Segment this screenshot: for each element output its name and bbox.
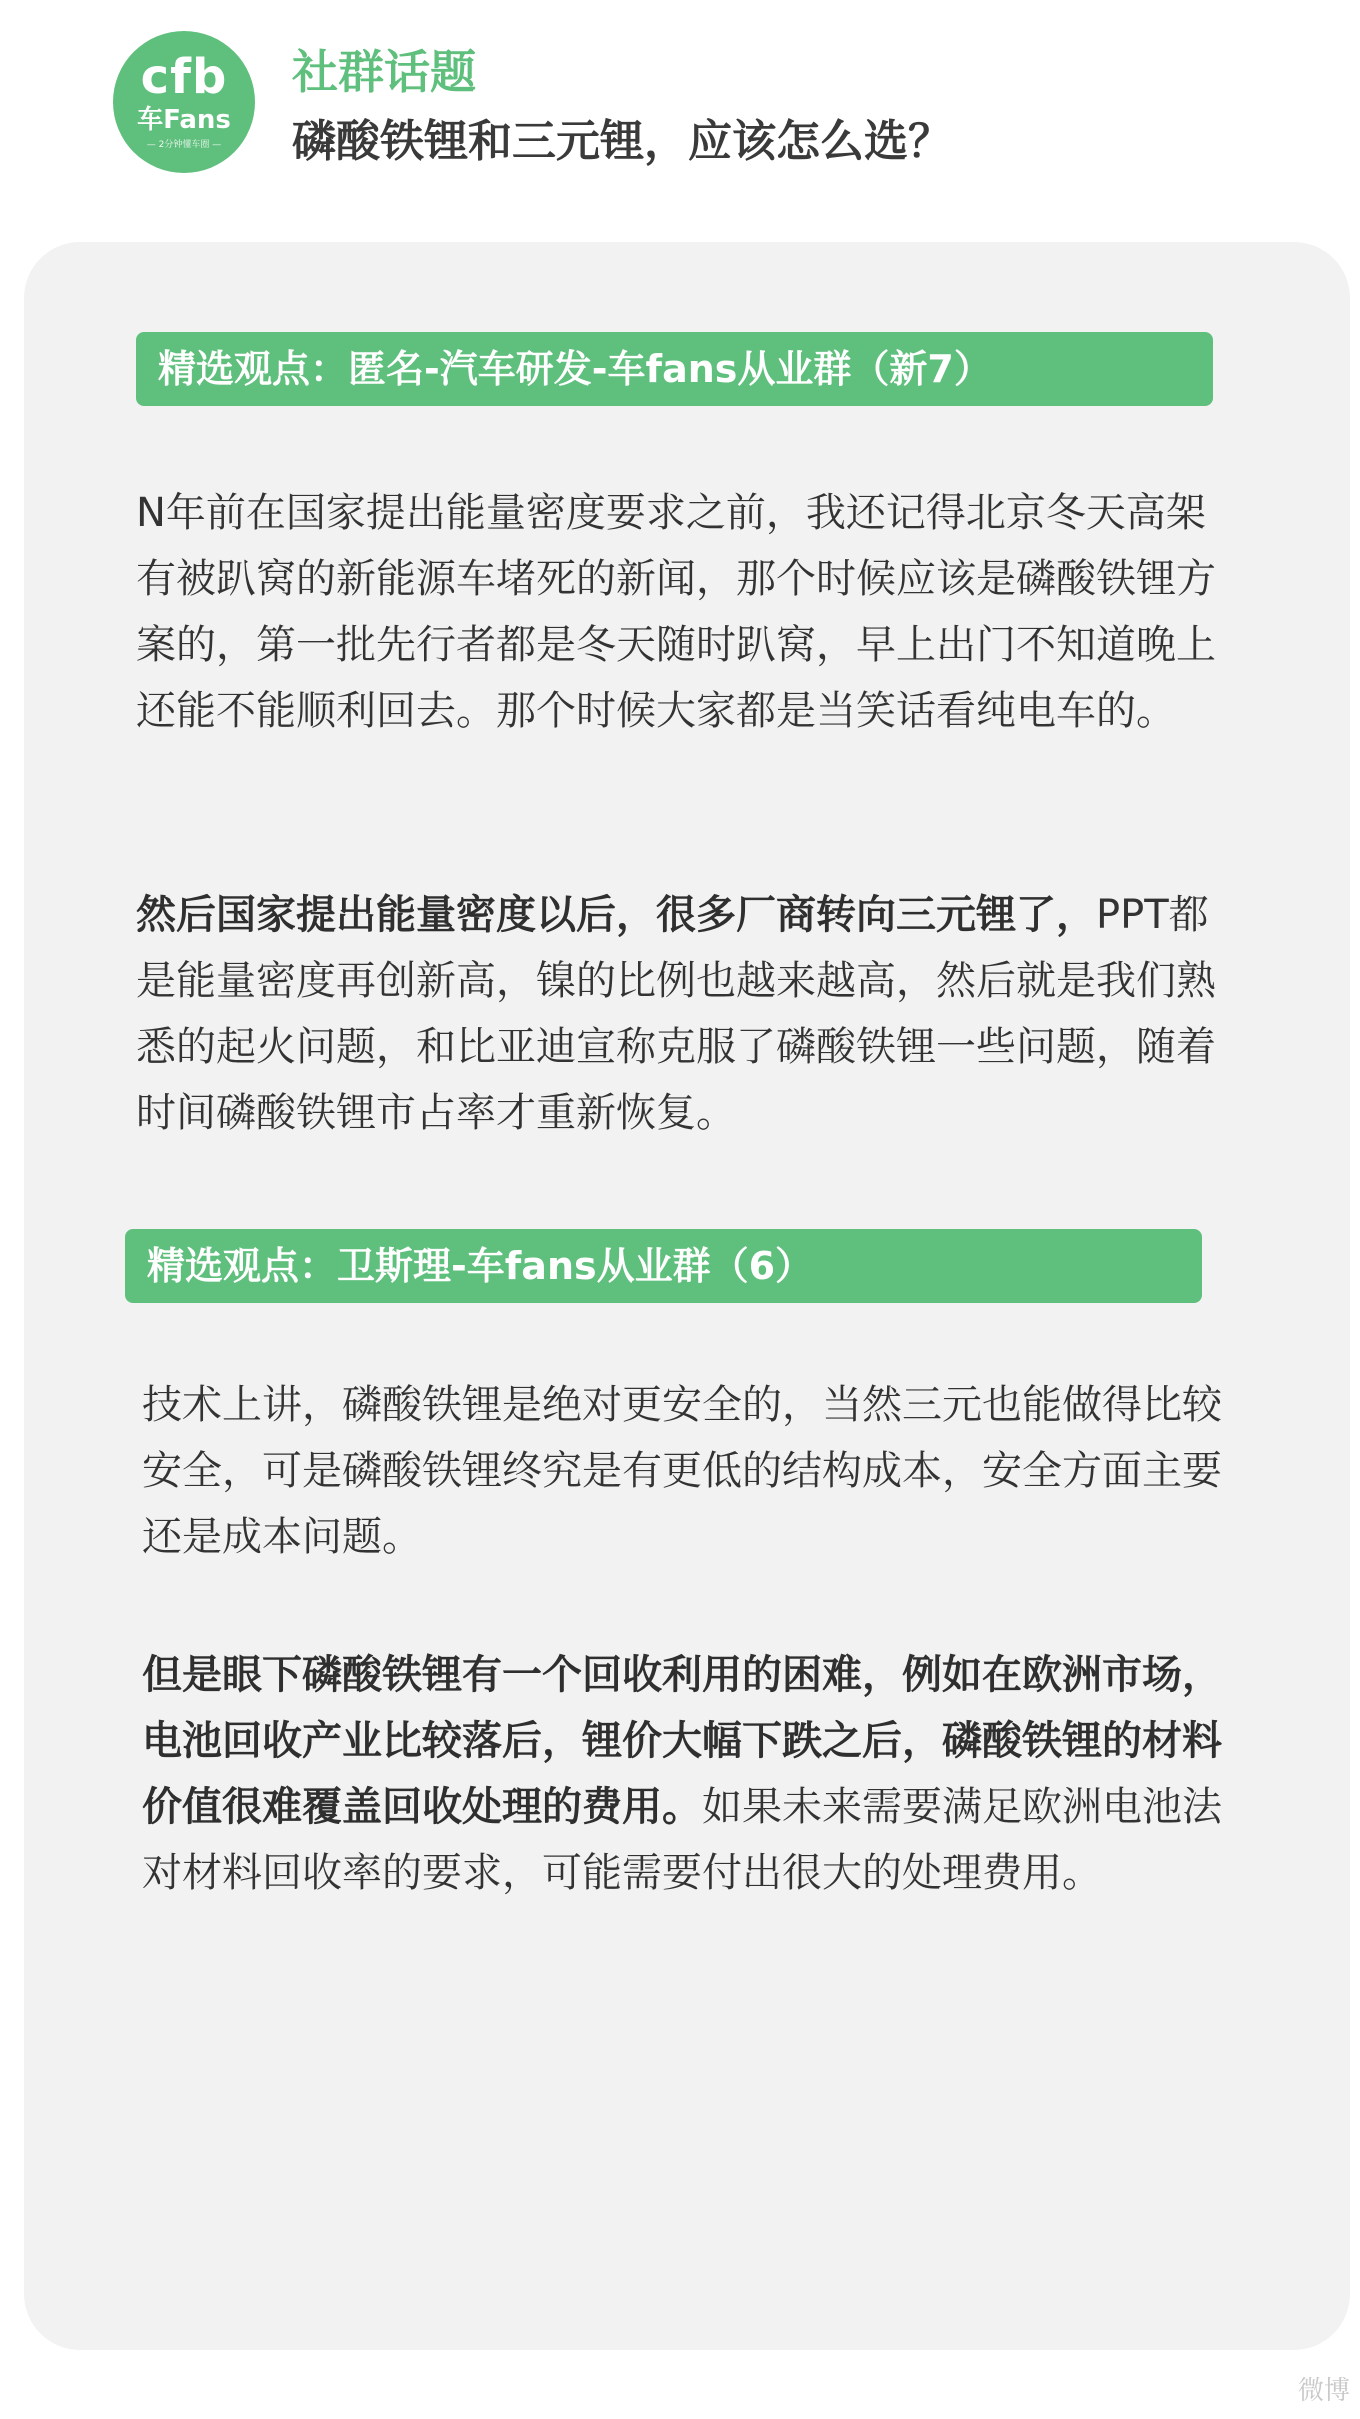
- paragraph-1: [136, 480, 1216, 744]
- paragraph-4-bold: 但是眼下磷酸铁锂有一个回收利用的困难，例如在欧洲市场，电池回收产业比较落后，锂价大幅下跌之后，磷酸铁锂的材料价值很难覆盖回收处理的费用。: [142, 1652, 1222, 1830]
- paragraph-3: [142, 1372, 1222, 1570]
- paragraph-3-text: 技术上讲，磷酸铁锂是绝对更安全的，当然三元也能做得比较安全，可是磷酸铁锂终究是有更低的结构成本，安全方面主要还是成本问题。: [142, 1382, 1222, 1560]
- logo-brand: 车Fans: [137, 105, 231, 135]
- paragraph-2: [136, 882, 1216, 1146]
- paragraph-1-text: N年前在国家提出能量密度要求之前，我还记得北京冬天高架有被趴窝的新能源车堵死的新闻，那个时候应该是磷酸铁锂方案的，第一批先行者都是冬天随时趴窝，早上出门不知道晚上还能不能顺利回去。那个时候大家都是当笑话看纯电车的。: [136, 490, 1216, 734]
- section-header-1: 精选观点：匿名-汽车研发-车fans从业群（新7）: [136, 332, 1213, 406]
- paragraph-4: [142, 1642, 1222, 1906]
- logo-mark: cfb: [140, 49, 228, 105]
- logo-slogan: — 2分钟懂车圈 —: [146, 140, 222, 150]
- section-header-2: 精选观点：卫斯理-车fans从业群（6）: [125, 1229, 1202, 1303]
- weibo-watermark: 微博: [1297, 2376, 1350, 2406]
- topic-title: 磷酸铁锂和三元锂，应该怎么选？: [292, 116, 952, 167]
- paragraph-2-bold: 然后国家提出能量密度以后，很多厂商转向三元锂了，: [136, 892, 1096, 938]
- paragraph-4-text: 如果未来需要满足欧洲电池法对材料回收率的要求，可能需要付出很大的处理费用。: [142, 1784, 1222, 1896]
- content-card: [24, 242, 1350, 2350]
- chefans-logo: [113, 31, 255, 173]
- paragraph-2-text: PPT都是能量密度再创新高，镍的比例也越来越高，然后就是我们熟悉的起火问题，和比亚迪宣称克服了磷酸铁锂一些问题，随着时间磷酸铁锂市占率才重新恢复。: [136, 892, 1216, 1136]
- topic-label: 社群话题: [292, 45, 476, 99]
